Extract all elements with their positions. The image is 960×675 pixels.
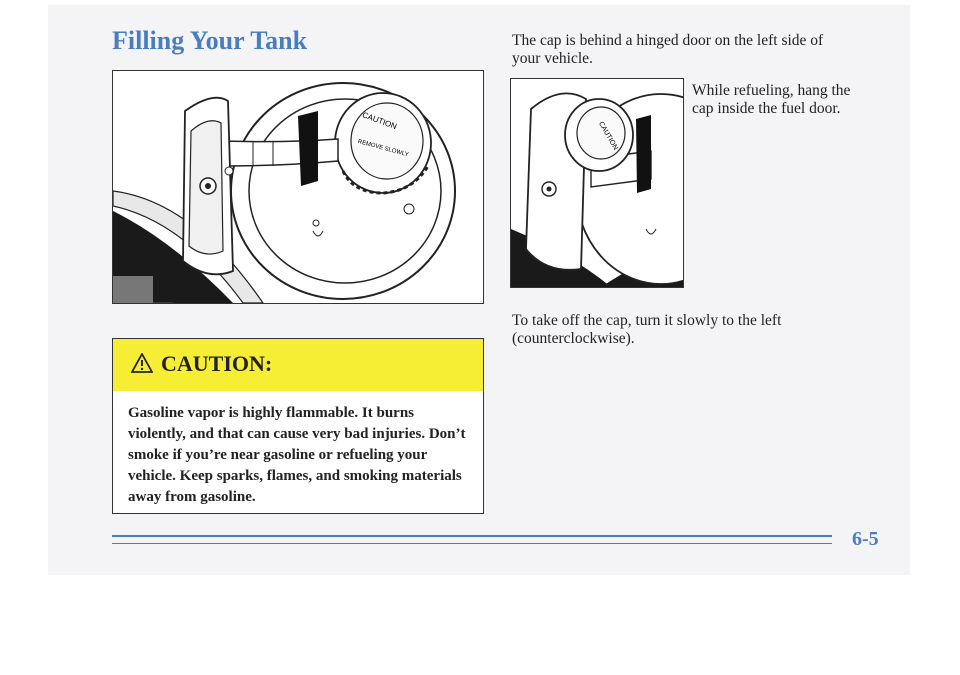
caution-box bbox=[112, 338, 484, 514]
cap-caution-text: CAUTION bbox=[361, 110, 398, 132]
fuel-cap-drawing bbox=[113, 71, 483, 303]
page-number: 6-5 bbox=[852, 528, 879, 550]
page-title: Filling Your Tank bbox=[112, 26, 308, 55]
paragraph-remove-cap: To take off the cap, turn it slowly to the left (counterclockwise). bbox=[512, 312, 782, 347]
small-cap-caution-text: CAUTION bbox=[597, 120, 619, 152]
cap-hanging-drawing bbox=[511, 79, 683, 287]
fuel-cap-illustration bbox=[112, 70, 484, 304]
footer-rule-thin bbox=[112, 543, 832, 544]
footer-rule bbox=[112, 535, 832, 537]
caution-label: CAUTION: bbox=[161, 351, 273, 376]
cap-remove-text: REMOVE SLOWLY bbox=[357, 138, 410, 159]
paragraph-cap-location: The cap is behind a hinged door on the left side of your vehicle. bbox=[512, 32, 824, 67]
warning-triangle-icon bbox=[131, 353, 153, 373]
caution-header bbox=[113, 339, 483, 391]
cap-hanging-illustration bbox=[510, 78, 684, 288]
paragraph-hang-cap: While refueling, hang the cap inside the fuel door. bbox=[692, 82, 851, 117]
caution-text: Gasoline vapor is highly flammable. It burns violently, and that can cause very bad injuries. Don’t smoke if you’re near gasoline or refueling your vehicle. Keep sparks, flames, and smoking materials away from gasoline. bbox=[128, 405, 466, 505]
